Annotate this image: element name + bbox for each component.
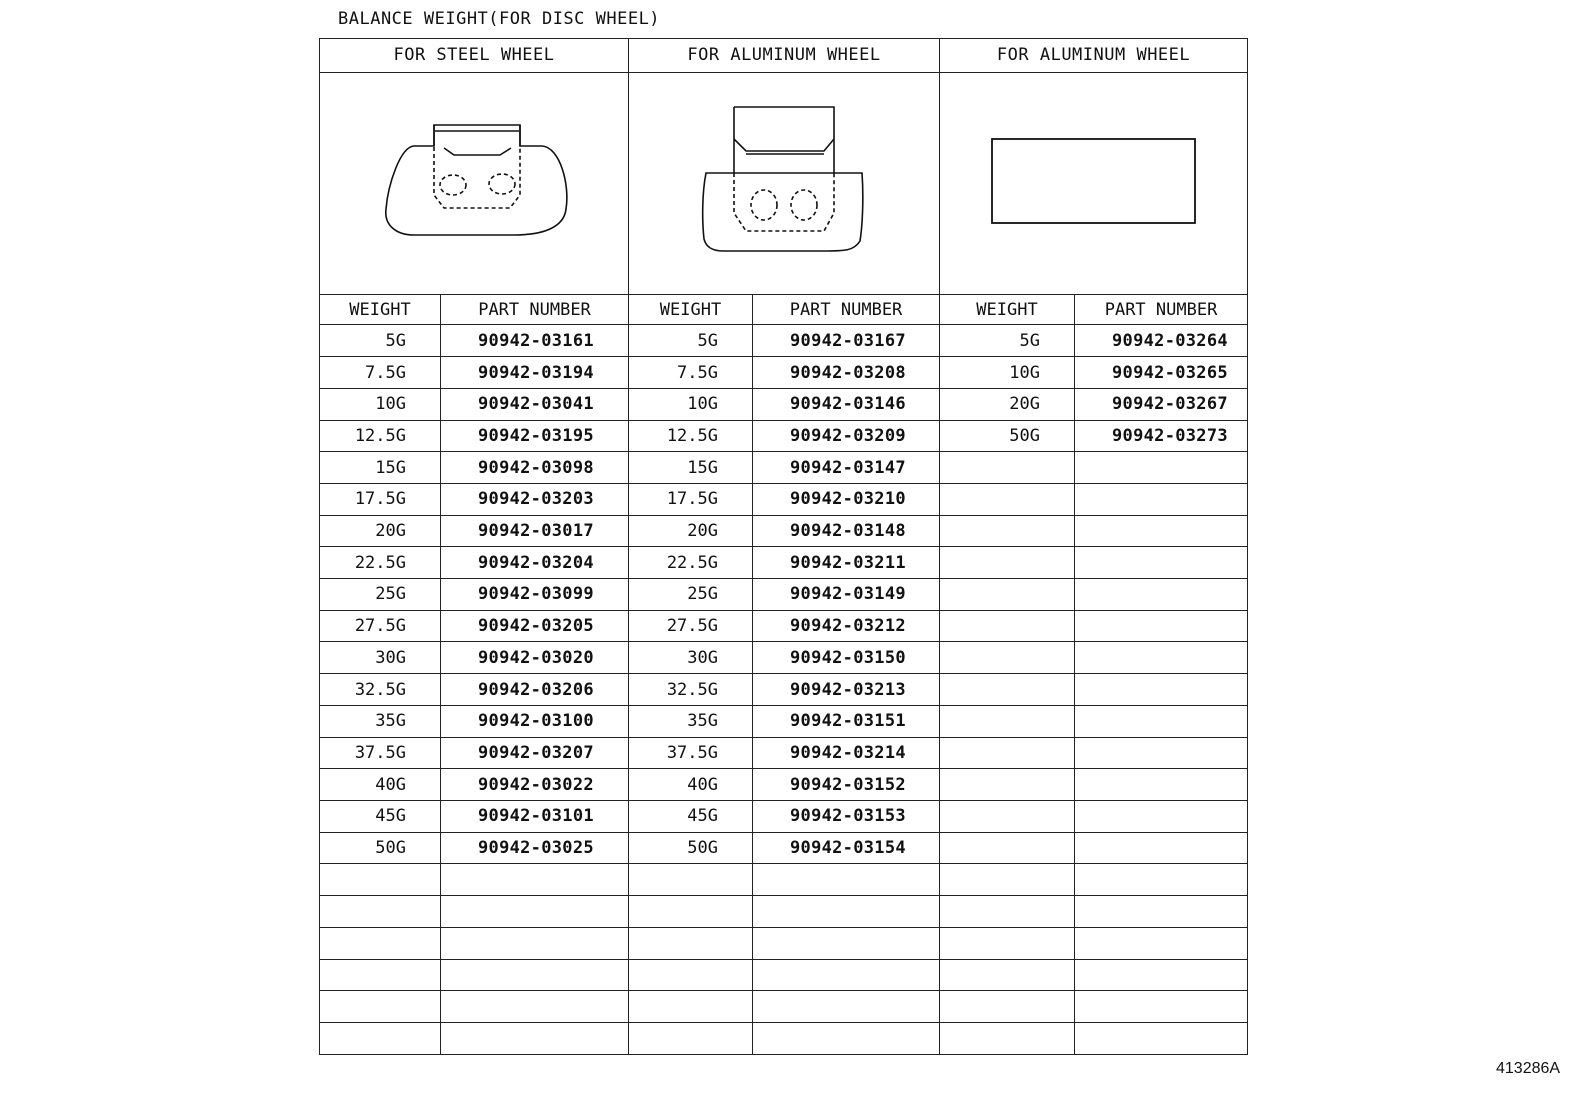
part-number-cell: 90942-03194: [441, 357, 629, 389]
part-number-cell: [441, 959, 629, 991]
part-number-cell: [1075, 769, 1248, 801]
part-number-cell: 90942-03265: [1075, 357, 1248, 389]
part-number-cell: [1075, 991, 1248, 1023]
weight-cell: 10G: [940, 357, 1075, 389]
part-number-cell: 90942-03204: [441, 547, 629, 579]
part-number-cell: [1075, 483, 1248, 515]
weight-cell: 7.5G: [629, 357, 753, 389]
weight-cell: [940, 610, 1075, 642]
table-row: [320, 579, 1248, 611]
weight-cell: 20G: [629, 515, 753, 547]
weight-cell: 37.5G: [629, 737, 753, 769]
weight-cell: [320, 1022, 441, 1054]
weight-cell: 12.5G: [629, 420, 753, 452]
header-aluminum-wheel-adhesive: FOR ALUMINUM WHEEL: [940, 39, 1248, 73]
weight-cell: 22.5G: [320, 547, 441, 579]
table-row: [320, 674, 1248, 706]
part-number-cell: 90942-03022: [441, 769, 629, 801]
part-number-cell: 90942-03099: [441, 579, 629, 611]
weight-cell: 45G: [629, 801, 753, 833]
table-row: [320, 991, 1248, 1023]
weight-cell: 7.5G: [320, 357, 441, 389]
weight-cell: [940, 801, 1075, 833]
weight-cell: 25G: [320, 579, 441, 611]
weight-cell: [940, 705, 1075, 737]
weight-cell: 35G: [320, 705, 441, 737]
weight-cell: 45G: [320, 801, 441, 833]
weight-cell: [940, 452, 1075, 484]
part-number-cell: [1075, 801, 1248, 833]
part-number-cell: 90942-03150: [753, 642, 940, 674]
weight-cell: 20G: [940, 388, 1075, 420]
balance-weight-table: [319, 38, 1248, 1055]
part-number-cell: 90942-03211: [753, 547, 940, 579]
weight-cell: 32.5G: [320, 674, 441, 706]
part-number-cell: [1075, 737, 1248, 769]
weight-header: WEIGHT: [320, 294, 441, 325]
table-row: [320, 832, 1248, 864]
part-number-cell: [1075, 832, 1248, 864]
weight-cell: [629, 991, 753, 1023]
weight-cell: [940, 547, 1075, 579]
table-row: [320, 357, 1248, 389]
weight-cell: 40G: [320, 769, 441, 801]
table-row: [320, 1022, 1248, 1054]
weight-cell: 40G: [629, 769, 753, 801]
table-row: [320, 452, 1248, 484]
table-row: [320, 959, 1248, 991]
part-number-cell: 90942-03041: [441, 388, 629, 420]
part-number-cell: 90942-03101: [441, 801, 629, 833]
part-number-cell: 90942-03213: [753, 674, 940, 706]
weight-cell: 12.5G: [320, 420, 441, 452]
part-number-cell: 90942-03098: [441, 452, 629, 484]
part-number-cell: 90942-03017: [441, 515, 629, 547]
part-number-cell: 90942-03149: [753, 579, 940, 611]
part-number-cell: [1075, 610, 1248, 642]
weight-cell: [320, 991, 441, 1023]
part-number-cell: 90942-03161: [441, 325, 629, 357]
header-steel-wheel: FOR STEEL WHEEL: [320, 39, 629, 73]
part-number-cell: [1075, 515, 1248, 547]
part-number-cell: [1075, 864, 1248, 896]
weight-cell: [940, 674, 1075, 706]
part-number-cell: 90942-03205: [441, 610, 629, 642]
table-row: [320, 864, 1248, 896]
page-title: BALANCE WEIGHT(FOR DISC WHEEL): [338, 9, 661, 29]
part-number-cell: 90942-03020: [441, 642, 629, 674]
part-number-cell: [1075, 579, 1248, 611]
part-number-cell: 90942-03264: [1075, 325, 1248, 357]
weight-cell: [320, 959, 441, 991]
weight-cell: 22.5G: [629, 547, 753, 579]
steel-clip-weight-icon: [374, 111, 574, 251]
weight-cell: [940, 959, 1075, 991]
weight-cell: [940, 864, 1075, 896]
weight-cell: 37.5G: [320, 737, 441, 769]
part-number-cell: [753, 991, 940, 1023]
part-number-cell: 90942-03273: [1075, 420, 1248, 452]
table-row: [320, 420, 1248, 452]
weight-cell: [629, 927, 753, 959]
table-row: [320, 642, 1248, 674]
part-number-cell: [1075, 1022, 1248, 1054]
part-number-cell: 90942-03025: [441, 832, 629, 864]
part-number-cell: 90942-03154: [753, 832, 940, 864]
weight-cell: 5G: [320, 325, 441, 357]
part-number-cell: [441, 896, 629, 928]
part-number-cell: [1075, 674, 1248, 706]
part-number-cell: 90942-03214: [753, 737, 940, 769]
table-row: [320, 515, 1248, 547]
weight-cell: 15G: [629, 452, 753, 484]
weight-cell: [320, 864, 441, 896]
weight-cell: 32.5G: [629, 674, 753, 706]
weight-cell: 30G: [629, 642, 753, 674]
aluminum-clip-weight-icon: [684, 101, 884, 261]
part-number-header: PART NUMBER: [1075, 294, 1248, 325]
weight-cell: 27.5G: [629, 610, 753, 642]
weight-cell: 10G: [320, 388, 441, 420]
part-number-cell: [441, 991, 629, 1023]
part-number-cell: [441, 927, 629, 959]
weight-cell: [940, 991, 1075, 1023]
weight-cell: 17.5G: [320, 483, 441, 515]
weight-cell: [940, 769, 1075, 801]
part-number-cell: [441, 1022, 629, 1054]
weight-cell: [940, 896, 1075, 928]
weight-cell: 30G: [320, 642, 441, 674]
part-number-cell: 90942-03212: [753, 610, 940, 642]
figure-reference-number: 413286A: [1496, 1060, 1561, 1077]
table-row: [320, 927, 1248, 959]
part-number-cell: [1075, 927, 1248, 959]
part-number-cell: 90942-03148: [753, 515, 940, 547]
part-number-cell: 90942-03151: [753, 705, 940, 737]
part-number-cell: [1075, 452, 1248, 484]
weight-header: WEIGHT: [629, 294, 753, 325]
part-number-cell: [753, 896, 940, 928]
table-row: [320, 325, 1248, 357]
weight-cell: 35G: [629, 705, 753, 737]
part-number-cell: 90942-03153: [753, 801, 940, 833]
part-number-cell: [1075, 642, 1248, 674]
part-number-cell: [753, 864, 940, 896]
table-row: [320, 483, 1248, 515]
part-number-cell: 90942-03195: [441, 420, 629, 452]
weight-cell: [940, 1022, 1075, 1054]
weight-cell: [940, 737, 1075, 769]
weight-cell: [940, 832, 1075, 864]
adhesive-weight-icon: [989, 136, 1199, 226]
weight-cell: [940, 579, 1075, 611]
part-number-cell: 90942-03206: [441, 674, 629, 706]
part-number-cell: 90942-03210: [753, 483, 940, 515]
part-number-cell: 90942-03100: [441, 705, 629, 737]
part-number-cell: [753, 927, 940, 959]
table-row: [320, 801, 1248, 833]
weight-cell: [629, 896, 753, 928]
part-number-cell: [753, 959, 940, 991]
weight-cell: 50G: [320, 832, 441, 864]
weight-cell: 5G: [629, 325, 753, 357]
weight-cell: 50G: [629, 832, 753, 864]
weight-cell: 27.5G: [320, 610, 441, 642]
weight-header: WEIGHT: [940, 294, 1075, 325]
weight-cell: [320, 896, 441, 928]
part-number-cell: [1075, 547, 1248, 579]
part-number-cell: 90942-03203: [441, 483, 629, 515]
weight-cell: 17.5G: [629, 483, 753, 515]
table-row: [320, 610, 1248, 642]
part-number-cell: 90942-03146: [753, 388, 940, 420]
part-number-cell: 90942-03152: [753, 769, 940, 801]
table-row: [320, 769, 1248, 801]
part-number-cell: [1075, 959, 1248, 991]
weight-cell: [629, 959, 753, 991]
weight-cell: [629, 1022, 753, 1054]
weight-cell: 5G: [940, 325, 1075, 357]
part-number-header: PART NUMBER: [441, 294, 629, 325]
part-number-header: PART NUMBER: [753, 294, 940, 325]
table-row: [320, 737, 1248, 769]
weight-cell: 50G: [940, 420, 1075, 452]
weight-cell: [940, 642, 1075, 674]
part-number-cell: 90942-03167: [753, 325, 940, 357]
table-row: [320, 705, 1248, 737]
weight-cell: [940, 483, 1075, 515]
header-aluminum-wheel-clip: FOR ALUMINUM WHEEL: [629, 39, 940, 73]
part-number-cell: [753, 1022, 940, 1054]
weight-cell: [940, 515, 1075, 547]
table-row: [320, 388, 1248, 420]
weight-cell: 25G: [629, 579, 753, 611]
table-row: [320, 896, 1248, 928]
part-number-cell: [1075, 896, 1248, 928]
part-number-cell: 90942-03267: [1075, 388, 1248, 420]
weight-cell: [940, 927, 1075, 959]
part-number-cell: [1075, 705, 1248, 737]
steel-clip-weight-image: [320, 72, 629, 294]
part-number-cell: [441, 864, 629, 896]
weight-cell: 15G: [320, 452, 441, 484]
weight-cell: [629, 864, 753, 896]
adhesive-weight-image: [940, 72, 1248, 294]
aluminum-clip-weight-image: [629, 72, 940, 294]
part-number-cell: 90942-03207: [441, 737, 629, 769]
part-number-cell: 90942-03147: [753, 452, 940, 484]
weight-cell: 20G: [320, 515, 441, 547]
weight-cell: [320, 927, 441, 959]
weight-cell: 10G: [629, 388, 753, 420]
table-row: [320, 547, 1248, 579]
part-number-cell: 90942-03208: [753, 357, 940, 389]
part-number-cell: 90942-03209: [753, 420, 940, 452]
